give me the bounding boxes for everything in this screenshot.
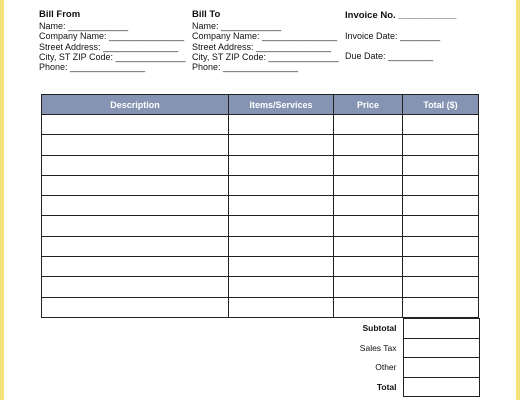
price-cell[interactable]	[334, 196, 403, 216]
table-row	[42, 257, 479, 277]
price-cell[interactable]	[334, 297, 403, 317]
price-cell[interactable]	[334, 257, 403, 277]
line-items-table	[41, 94, 479, 318]
other-field[interactable]	[403, 358, 479, 378]
invoice-date-label: Invoice Date: ________	[345, 31, 441, 41]
description-cell[interactable]	[42, 135, 229, 155]
bill-to-city: City, ST ZIP Code: ______________	[192, 51, 339, 62]
header-total: Total ($)	[403, 95, 479, 115]
invoice-number-label: Invoice No. ___________	[345, 10, 457, 21]
subtotal-row	[334, 319, 479, 339]
sales-tax-row	[334, 338, 479, 358]
bill-from-name: Name: ____________	[39, 21, 129, 32]
items-services-cell[interactable]	[229, 236, 334, 256]
total-cell[interactable]	[403, 175, 479, 195]
other-row	[334, 358, 479, 378]
sales-tax-label: Sales Tax	[359, 342, 397, 353]
header-description: Description	[42, 95, 229, 115]
items-services-cell[interactable]	[229, 257, 334, 277]
table-body	[42, 115, 479, 318]
table-header-row	[42, 95, 479, 115]
description-cell[interactable]	[42, 277, 229, 297]
description-cell[interactable]	[42, 297, 229, 317]
description-cell[interactable]	[42, 216, 229, 236]
header-items-services: Items/Services	[229, 95, 334, 115]
total-field[interactable]	[403, 377, 479, 397]
subtotal-field[interactable]	[403, 319, 479, 339]
items-services-cell[interactable]	[229, 175, 334, 195]
total-cell[interactable]	[403, 115, 479, 135]
total-row	[334, 377, 479, 397]
bill-to-street: Street Address: _______________	[192, 41, 332, 52]
total-cell[interactable]	[403, 297, 479, 317]
items-services-cell[interactable]	[229, 135, 334, 155]
table-row	[42, 236, 479, 256]
other-label: Other	[375, 362, 397, 373]
description-cell[interactable]	[42, 236, 229, 256]
header-price: Price	[334, 95, 403, 115]
items-services-cell[interactable]	[229, 297, 334, 317]
bill-from-company: Company Name: _______________	[39, 31, 185, 42]
total-cell[interactable]	[403, 196, 479, 216]
bill-to-phone: Phone: _______________	[192, 62, 299, 73]
total-cell[interactable]	[403, 135, 479, 155]
bill-from-block	[39, 10, 186, 72]
table-row	[42, 175, 479, 195]
table-row	[42, 277, 479, 297]
total-cell[interactable]	[403, 155, 479, 175]
items-services-cell[interactable]	[229, 216, 334, 236]
bill-to-name: Name: ____________	[192, 21, 282, 32]
total-cell[interactable]	[403, 216, 479, 236]
subtotal-label: Subtotal	[362, 323, 397, 334]
items-services-cell[interactable]	[229, 155, 334, 175]
description-cell[interactable]	[42, 155, 229, 175]
bill-to-block	[192, 10, 339, 72]
table-row	[42, 216, 479, 236]
bill-to-company: Company Name: _______________	[192, 31, 338, 42]
description-cell[interactable]	[42, 196, 229, 216]
price-cell[interactable]	[334, 236, 403, 256]
bill-from-heading: Bill From	[39, 9, 81, 20]
total-cell[interactable]	[403, 257, 479, 277]
price-cell[interactable]	[334, 277, 403, 297]
items-services-cell[interactable]	[229, 115, 334, 135]
bill-from-street: Street Address: _______________	[39, 41, 179, 52]
table-row	[42, 155, 479, 175]
table-row	[42, 135, 479, 155]
price-cell[interactable]	[334, 135, 403, 155]
sales-tax-field[interactable]	[403, 338, 479, 358]
table-row	[42, 196, 479, 216]
bill-from-phone: Phone: _______________	[39, 62, 146, 73]
bill-to-heading: Bill To	[192, 9, 221, 20]
table-row	[42, 297, 479, 317]
price-cell[interactable]	[334, 115, 403, 135]
table-row	[42, 115, 479, 135]
invoice-page	[4, 0, 516, 400]
price-cell[interactable]	[334, 175, 403, 195]
items-services-cell[interactable]	[229, 196, 334, 216]
price-cell[interactable]	[334, 216, 403, 236]
total-cell[interactable]	[403, 236, 479, 256]
total-label: Total	[376, 382, 397, 393]
items-services-cell[interactable]	[229, 277, 334, 297]
price-cell[interactable]	[334, 155, 403, 175]
bill-from-city: City, ST ZIP Code: ______________	[39, 51, 186, 62]
description-cell[interactable]	[42, 257, 229, 277]
description-cell[interactable]	[42, 115, 229, 135]
description-cell[interactable]	[42, 175, 229, 195]
totals-table	[334, 318, 480, 397]
total-cell[interactable]	[403, 277, 479, 297]
due-date-label: Due Date: _________	[345, 51, 434, 61]
